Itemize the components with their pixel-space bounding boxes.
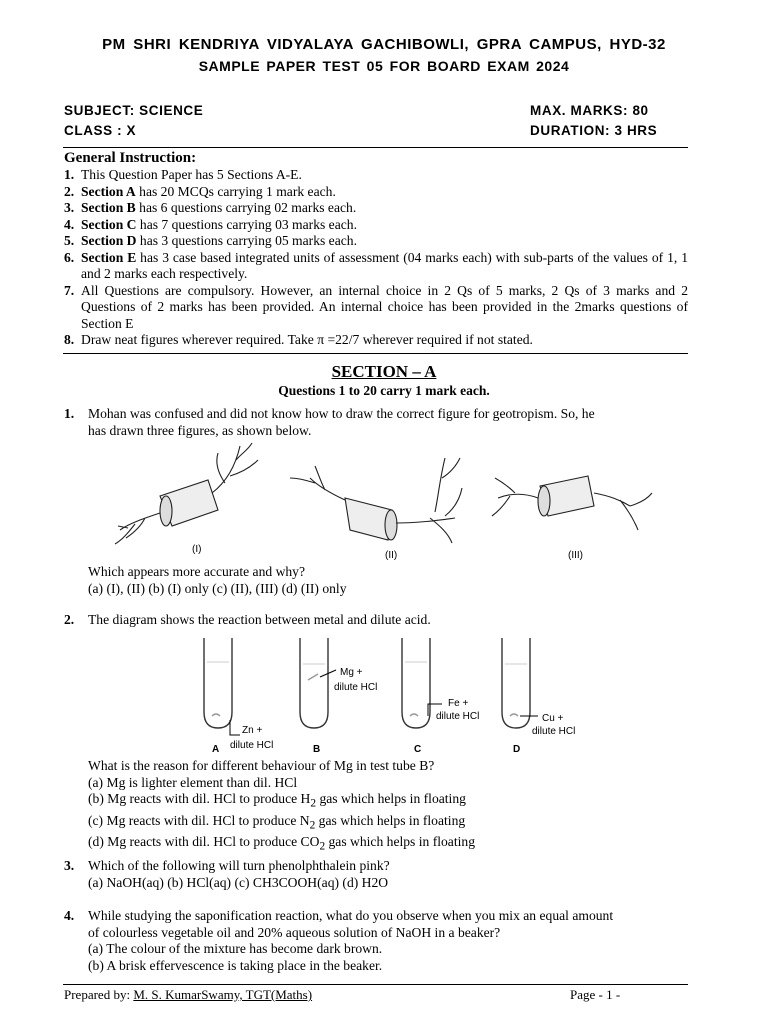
question-text: of colourless vegetable oil and 20% aqueous solution of NaOH in a beaker? <box>88 924 501 940</box>
figure-label: (III) <box>568 550 583 561</box>
test-tube-d <box>502 638 530 728</box>
figure-label: (II) <box>385 550 398 561</box>
question-text: Mohan was confused and did not know how to draw the correct figure for geotropism. So, he <box>88 406 595 421</box>
page-number: Page - 1 - <box>570 987 621 1002</box>
tube-label: Zn + <box>242 725 263 736</box>
tube-letter: B <box>313 744 321 755</box>
question-1-options <box>64 564 688 597</box>
instruction-item: 4. Section C has 7 questions carrying 03 marks each. <box>64 216 357 232</box>
paper-title: SAMPLE PAPER TEST 05 FOR BOARD EXAM 2024 <box>198 58 570 74</box>
test-tube-c <box>402 638 430 728</box>
arrow-icon <box>230 720 240 735</box>
plant-figure-3 <box>492 476 652 530</box>
instruction-item: 1. This Question Paper has 5 Sections A-E. <box>64 167 302 182</box>
instruction-item: 3. Section B has 6 questions carrying 02 marks each. <box>64 200 357 215</box>
tube-label: dilute HCl <box>230 740 274 751</box>
question-number: 4. <box>64 908 75 923</box>
tube-letter: C <box>414 744 422 755</box>
question-text: While studying the saponification reaction, what do you observe when you mix an equal amount <box>88 908 614 923</box>
subject-label: SUBJECT: SCIENCE <box>64 103 204 118</box>
question-4 <box>64 908 688 974</box>
instruction-item: 5. Section D has 3 questions carrying 05 marks each. <box>64 233 357 248</box>
question-number: 2. <box>64 612 75 627</box>
instructions-rule <box>63 353 688 354</box>
geotropism-figures <box>100 438 680 564</box>
question-1 <box>64 406 688 439</box>
instruction-item: 2. Section A has 20 MCQs carrying 1 mark each. <box>64 183 336 199</box>
question-number: 3. <box>64 858 75 873</box>
tube-letter: A <box>212 744 220 755</box>
option-a: (a) The colour of the mixture has become dark brown. <box>88 941 383 957</box>
section-title: SECTION – A <box>331 362 437 381</box>
test-tube-a <box>204 638 232 728</box>
option-d: (d) Mg reacts with dil. HCl to produce $CO_2$ gas which helps in floating <box>88 833 475 853</box>
tube-label: Mg + <box>340 667 363 678</box>
tube-label: Fe + <box>448 698 469 709</box>
footer-prepared-by: Prepared by: M. S. KumarSwamy, TGT(Maths) <box>64 987 313 1002</box>
question-text: The diagram shows the reaction between metal and dilute acid. <box>88 612 431 627</box>
tube-label: dilute HCl <box>334 682 378 693</box>
figure-label: (I) <box>192 544 202 555</box>
option-a: (a) Mg is lighter element than dil. HCl <box>88 774 298 790</box>
instruction-item: 7. All Questions are compulsory. However, an internal choice in 2 Qs of 5 marks, 2 Qs of 3 marks and 2 Questions of 2 marks has been provided. An internal choice has been provided in the 2marks questions of Section E <box>64 282 688 331</box>
instruction-item: 6. Section E has 3 case based integrated units of assessment (04 marks each) with sub-parts of the values of 1, 1 and 2 marks each respectively. <box>64 249 688 281</box>
option-b: (b) Mg reacts with dil. HCl to produce $H_2$ gas which helps in floating <box>88 791 466 810</box>
question-3 <box>64 858 688 891</box>
author-name: M. S. KumarSwamy, TGT(Maths) <box>133 987 313 1002</box>
test-tube-diagram <box>190 632 610 758</box>
school-name: PM SHRI KENDRIYA VIDYALAYA GACHIBOWLI, GPRA CAMPUS, HYD-32 <box>102 36 666 53</box>
question-number: 1. <box>64 406 75 421</box>
question-2 <box>64 612 688 629</box>
tube-label: dilute HCl <box>436 711 480 722</box>
class-label: CLASS : X <box>64 123 137 138</box>
answer-options: (a) (I), (II) (b) (I) only (c) (II), (III) (d) (II) only <box>88 580 347 596</box>
max-marks-label: MAX. MARKS: 80 <box>530 103 649 118</box>
question-text: Which of the following will turn phenolphthalein pink? <box>88 858 390 873</box>
tube-label: Cu + <box>542 713 564 724</box>
plant-figure-2 <box>290 458 462 543</box>
tube-label: dilute HCl <box>532 726 576 737</box>
plant-figure-1 <box>115 443 258 544</box>
question-2-options <box>64 758 688 855</box>
answer-options: (a) NaOH(aq) (b) HCl(aq) (c) CH3COOH(aq) (d) H2O <box>88 874 389 890</box>
question-text: has drawn three figures, as shown below. <box>88 422 312 438</box>
instructions-list <box>64 167 688 349</box>
test-tube-b <box>300 638 328 728</box>
duration-label: DURATION: 3 HRS <box>530 123 658 138</box>
option-b: (b) A brisk effervescence is taking place in the beaker. <box>88 957 383 973</box>
footer-rule <box>63 984 688 985</box>
instructions-title: General Instruction: <box>64 150 197 166</box>
question-prompt: Which appears more accurate and why? <box>88 564 306 579</box>
option-c: (c) Mg reacts with dil. HCl to produce $N_2$ gas which helps in floating <box>88 812 466 832</box>
instruction-item: 8. Draw neat figures wherever required. Take π =22/7 wherever required if not stated. <box>64 332 533 347</box>
header-rule <box>63 147 688 148</box>
tube-letter: D <box>513 744 521 755</box>
section-subtitle: Questions 1 to 20 carry 1 mark each. <box>278 383 490 398</box>
question-prompt: What is the reason for different behaviour of Mg in test tube B? <box>88 758 435 773</box>
